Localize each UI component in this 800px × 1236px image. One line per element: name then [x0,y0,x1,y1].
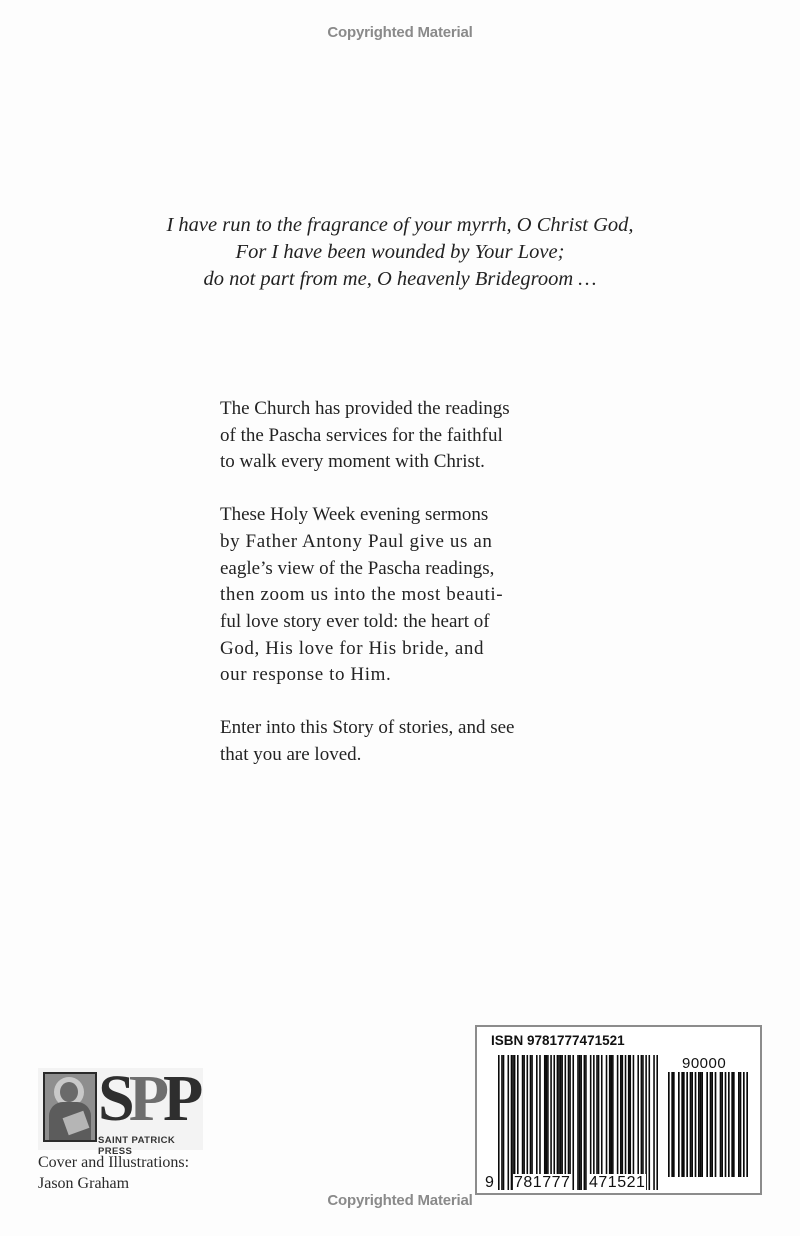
epigraph-line: I have run to the fragrance of your myrrh, O Christ God, [166,214,634,236]
isbn-barcode [475,1025,762,1195]
text-line: that you are loved. [220,743,362,765]
epigraph-line: do not part from me, O heavenly Bridegroom … [203,268,597,290]
publisher-logo [38,1062,203,1157]
illustration-credits [38,1152,189,1194]
publisher-name: SAINT PATRICK PRESS [98,1135,176,1157]
description-paragraph [220,396,600,476]
credits-name: Jason Graham [38,1175,130,1192]
text-line: God, His love for His bride, and [220,637,485,659]
book-description [220,396,600,794]
copyright-watermark-bottom: Copyrighted Material [327,1192,473,1209]
text-line: Enter into this Story of stories, and see [220,717,515,739]
barcode-digit-first: 9 [485,1174,494,1191]
text-line: by Father Antony Paul give us an [220,530,493,552]
copyright-watermark-top: Copyrighted Material [327,24,473,41]
text-line: The Church has provided the readings [220,398,510,419]
text-line: to walk every moment with Christ. [220,451,485,473]
text-line: our response to Him. [220,664,392,686]
epigraph-line: For I have been wounded by Your Love; [235,241,565,263]
isbn-label: ISBN 9781777471521 [491,1033,625,1048]
price-addon-label: 90000 [682,1055,727,1072]
text-line: eagle’s view of the Pascha readings, [220,557,495,579]
addon-barcode-bars [668,1072,748,1177]
barcode-digits-left: 781777 [514,1174,571,1191]
publisher-monogram: SPP [98,1062,198,1135]
description-paragraph [220,502,600,689]
text-line: of the Pascha services for the faithful [220,424,503,446]
description-paragraph [220,715,600,768]
text-line: ful love story ever told: the heart of [220,610,490,632]
text-line: These Holy Week evening sermons [220,504,489,526]
saint-icon [43,1072,97,1142]
text-line: then zoom us into the most beauti- [220,584,504,606]
credits-label: Cover and Illustrations: [38,1154,190,1171]
epigraph-quote [0,212,800,293]
barcode-bars [498,1055,658,1190]
barcode-digits-right: 471521 [589,1174,646,1191]
